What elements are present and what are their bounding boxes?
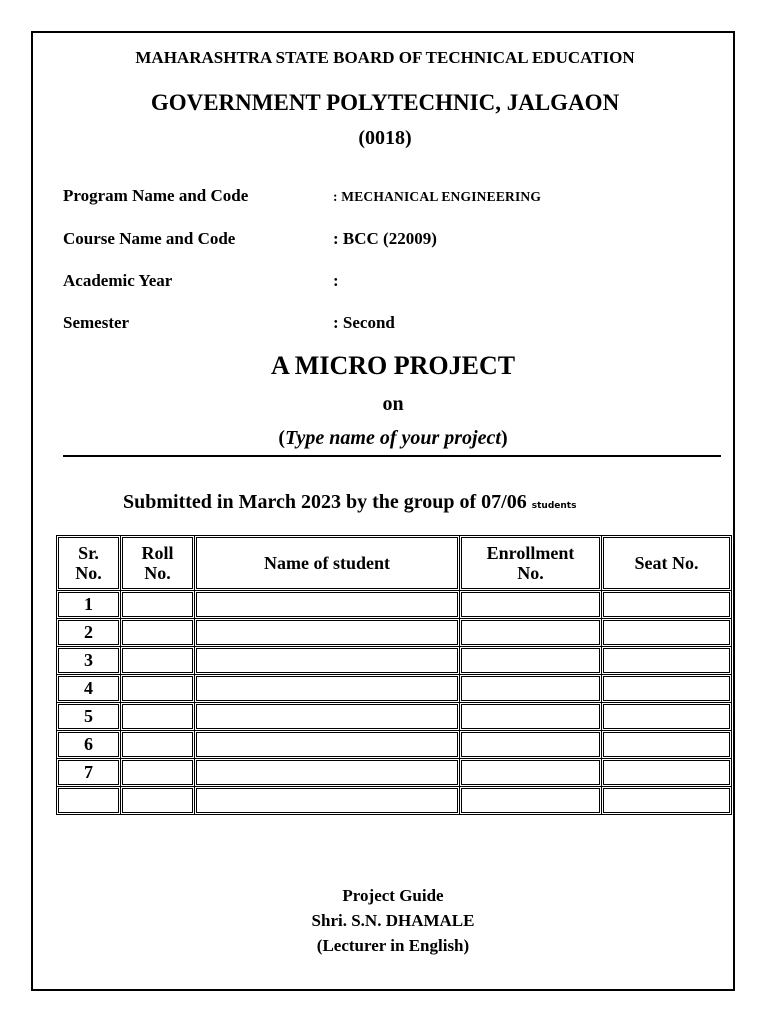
header-seat-no: Seat No. [602, 536, 732, 591]
roll-cell[interactable] [121, 703, 195, 731]
guide-title: Project Guide [342, 886, 444, 905]
enrollment-cell[interactable] [460, 591, 602, 619]
enrollment-cell[interactable] [460, 703, 602, 731]
row-sr-no: 7 [57, 759, 121, 787]
guide-designation: (Lecturer in English) [316, 936, 470, 955]
divider-line [63, 455, 721, 457]
roll-cell[interactable] [121, 675, 195, 703]
college-code: (0018) [358, 127, 412, 149]
row-sr-no: 1 [57, 591, 121, 619]
board-name: MAHARASHTRA STATE BOARD OF TECHNICAL EDUCATION [135, 48, 635, 67]
project-on: on [382, 393, 404, 415]
project-title-text: Type name of your project [285, 427, 501, 449]
table-row [57, 619, 732, 647]
page-border [31, 31, 735, 991]
header-roll-no: Roll No. [121, 536, 195, 591]
row-sr-no: 2 [57, 619, 121, 647]
seat-cell[interactable] [602, 759, 732, 787]
roll-cell[interactable] [121, 731, 195, 759]
table-row [57, 591, 732, 619]
header-student-name: Name of student [195, 536, 460, 591]
submission-line: Submitted in March 2023 by the group of 07/06 students [123, 491, 577, 513]
name-cell[interactable] [195, 759, 460, 787]
college-name: GOVERNMENT POLYTECHNIC, JALGAON [150, 90, 620, 115]
guide-name: Shri. S.N. DHAMALE [311, 911, 475, 930]
course-label: Course Name and Code [63, 229, 236, 248]
enrollment-cell[interactable] [460, 675, 602, 703]
project-heading: A MICRO PROJECT [270, 351, 516, 380]
enrollment-cell[interactable] [460, 787, 602, 815]
student-table [56, 535, 732, 815]
roll-cell[interactable] [121, 619, 195, 647]
row-sr-no: 3 [57, 647, 121, 675]
roll-cell[interactable] [121, 647, 195, 675]
students-suffix: students [531, 501, 577, 511]
table-row [57, 675, 732, 703]
semester-label: Semester [63, 313, 130, 332]
table-row [57, 787, 732, 815]
roll-cell[interactable] [121, 591, 195, 619]
seat-cell[interactable] [602, 591, 732, 619]
enrollment-cell[interactable] [460, 759, 602, 787]
academic-year-value: : [333, 271, 339, 290]
table-row [57, 731, 732, 759]
name-cell[interactable] [195, 591, 460, 619]
row-sr-no: 6 [57, 731, 121, 759]
table-header-row [57, 536, 732, 591]
roll-cell[interactable] [121, 759, 195, 787]
seat-cell[interactable] [602, 703, 732, 731]
table-row [57, 703, 732, 731]
seat-cell[interactable] [602, 647, 732, 675]
row-sr-no [57, 787, 121, 815]
name-cell[interactable] [195, 703, 460, 731]
academic-year-label: Academic Year [63, 271, 173, 290]
seat-cell[interactable] [602, 731, 732, 759]
program-label: Program Name and Code [63, 186, 249, 205]
name-cell[interactable] [195, 675, 460, 703]
row-sr-no: 4 [57, 675, 121, 703]
table-row [57, 759, 732, 787]
name-cell[interactable] [195, 787, 460, 815]
course-value: : BCC (22009) [333, 229, 437, 248]
enrollment-cell[interactable] [460, 619, 602, 647]
name-cell[interactable] [195, 619, 460, 647]
table-row [57, 647, 732, 675]
name-cell[interactable] [195, 731, 460, 759]
project-title: (Type name of your project) [278, 427, 508, 449]
enrollment-cell[interactable] [460, 731, 602, 759]
header-enrollment-no: Enrollment No. [460, 536, 602, 591]
header-sr-no: Sr. No. [57, 536, 121, 591]
program-value: : MECHANICAL ENGINEERING [333, 189, 542, 204]
name-cell[interactable] [195, 647, 460, 675]
roll-cell[interactable] [121, 787, 195, 815]
row-sr-no: 5 [57, 703, 121, 731]
seat-cell[interactable] [602, 675, 732, 703]
enrollment-cell[interactable] [460, 647, 602, 675]
seat-cell[interactable] [602, 619, 732, 647]
seat-cell[interactable] [602, 787, 732, 815]
semester-value: : Second [333, 313, 395, 332]
